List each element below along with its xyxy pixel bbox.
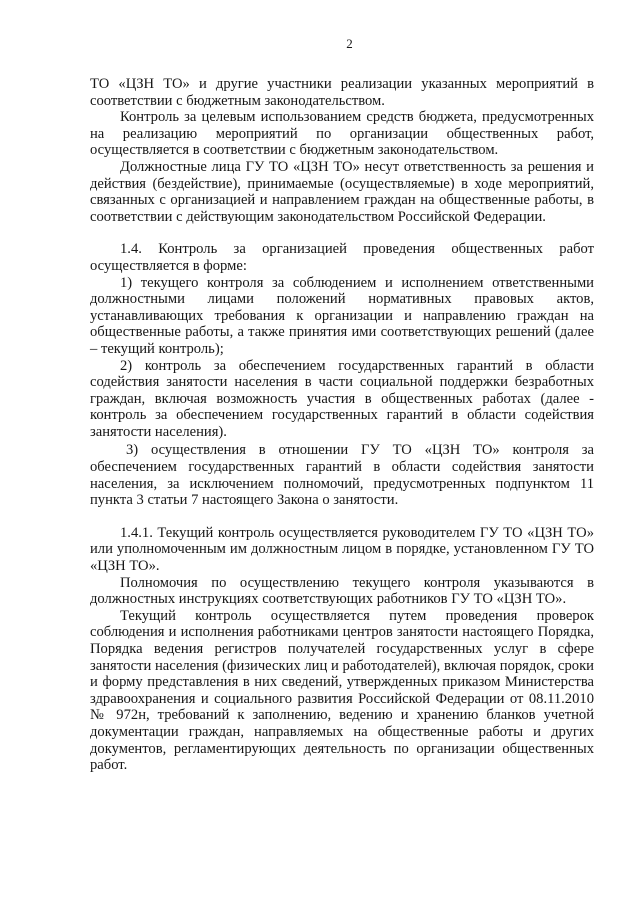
list-item-1-current-control: 1) текущего контроля за соблюдением и исполнением ответственными должностными лицами положений нормативных правовых актов, устанавливающих требования к организации и направлению граждан на общественные работы, а также принятия ими соответствующих решений (далее – текущий контроль); bbox=[90, 274, 594, 357]
page-number: 2 bbox=[346, 36, 353, 51]
paragraph-current-control-checks: Текущий контроль осуществляется путем проведения проверок соблюдения и исполнения работниками центров занятости настоящего Порядка, Порядка ведения регистров получателей государственных услуг в сфере занятости населения (физических лиц и работодателей), включая порядок, сроки и форму представления в них сведений, утвержденных приказом Министерства здравоохранения и социального развития Российской Федерации от 08.11.2010 № 972н, требований к заполнению, ведению и хранению бланков учетной документации граждан, направляемых на общественные работы и других документов, регламентирующих деятельность по организации общественных работ. bbox=[90, 607, 594, 774]
section-1-4-heading: 1.4. Контроль за организацией проведения общественных работ осуществляется в форме: bbox=[90, 241, 594, 274]
paragraph-current-control-powers: Полномочия по осуществлению текущего контроля указываются в должностных инструкциях соответствующих работников ГУ ТО «ЦЗН ТО». bbox=[90, 574, 594, 608]
paragraph-budget-control: Контроль за целевым использованием средств бюджета, предусмотренных на реализацию мероприятий по организации общественных работ, осуществляется в соответствии с бюджетным законодательством. bbox=[90, 109, 594, 159]
paragraph-officials-responsibility: Должностные лица ГУ ТО «ЦЗН ТО» несут ответственность за решения и действия (бездействие), принимаемые (осуществляемые) в ходе мероприятий, связанных с организацией и направлением граждан на общественные работы, в соответствии с действующим законодательством Российской Федерации. bbox=[90, 158, 594, 225]
section-1-4-1-paragraph: 1.4.1. Текущий контроль осуществляется руководителем ГУ ТО «ЦЗН ТО» или уполномоченным им должностным лицом в порядке, установленном ГУ ТО «ЦЗН ТО». bbox=[90, 524, 594, 575]
list-item-2-guarantees-control: 2) контроль за обеспечением государственных гарантий в области содействия занятости населения в части социальной поддержки безработных граждан, включая возможность участия в общественных работах (далее - контроль за обеспечением государственных гарантий в области содействия занятости населения). bbox=[90, 357, 594, 440]
paragraph-budget-participants: ТО «ЦЗН ТО» и другие участники реализации указанных мероприятий в соответствии с бюджетным законодательством. bbox=[90, 76, 594, 109]
list-item-3-czn-control: 3) осуществления в отношении ГУ ТО «ЦЗН ТО» контроля за обеспечением государственных гарантий в области содействия занятости населения, за исключением полномочий, предусмотренных подпунктом 11 пункта 3 статьи 7 настоящего Закона о занятости. bbox=[90, 442, 594, 509]
